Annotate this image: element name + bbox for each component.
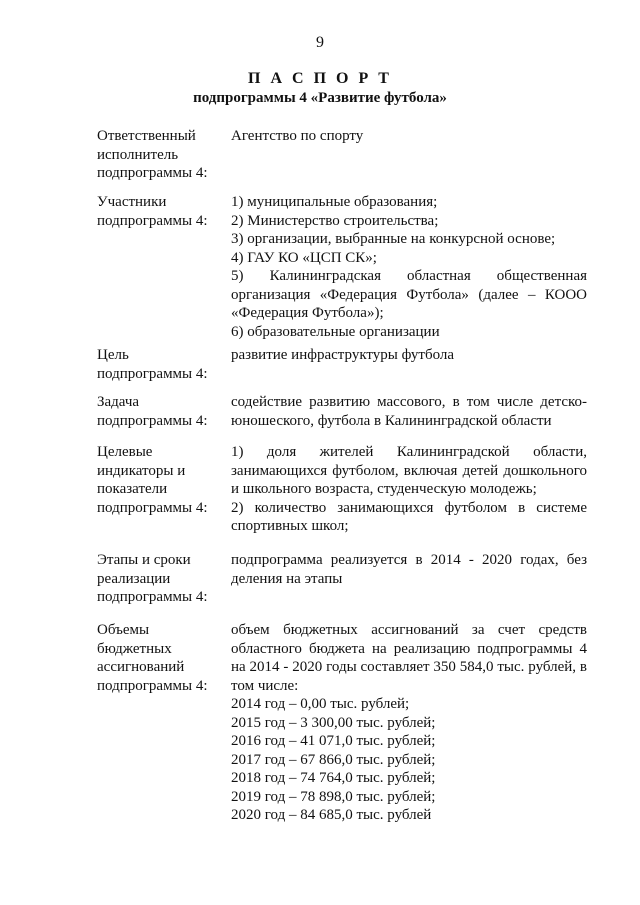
label-line: подпрограммы 4: [97,589,208,605]
label-line: Этапы и сроки [97,552,191,568]
list-item: 1) доля жителей Калининградской области, занимающихся футболом, включая детей дошкольного и школьного возраста, студенческую молодежь; [231,444,587,497]
list-item: 6) образовательные организации [231,323,440,340]
row-label [97,127,227,183]
budget-year-line: 2016 год – 41 071,0 тыс. рублей; [231,733,436,749]
label-line: бюджетных [97,640,172,657]
label-line: подпрограммы 4: [97,499,208,516]
row-value [231,621,587,825]
row-value [231,193,587,341]
label-line: подпрограммы 4: [97,365,208,382]
budget-year-line: 2015 год – 3 300,00 тыс. рублей; [231,714,436,731]
label-line: подпрограммы 4: [97,677,208,694]
value-text: подпрограмма реализуется в 2014 - 2020 годах, без деления на этапы [231,552,587,587]
row-label [97,393,227,430]
label-line: подпрограммы 4: [97,212,208,229]
label-line: Задача [97,394,140,410]
value-text: содействие развитию массового, в том числе детско-юношеского, футбола в Калининградской области [231,394,587,429]
row-label [97,551,227,607]
value-text: Агентство по спорту [231,128,364,144]
row-value [231,393,587,430]
row-label [97,621,227,695]
row-value [231,551,587,588]
page-number: 9 [316,34,324,51]
label-line: индикаторы и [97,462,186,479]
label-line: реализации [97,570,171,587]
label-line: показатели [97,481,168,497]
label-line: Объемы [97,622,150,638]
list-item: 1) муниципальные образования; [231,194,438,210]
row-value [231,127,587,146]
list-item: 5) Калининградская областная общественная организация «Федерация Футбола» (далее – КООО «Федерация Футбола»); [231,268,587,321]
label-line: подпрограммы 4: [97,412,208,429]
row-label [97,443,227,517]
list-item: 3) организации, выбранные на конкурсной основе; [231,231,556,247]
row-value [231,443,587,536]
label-line: исполнитель [97,146,179,163]
label-line: Ответственный [97,128,196,144]
label-line: подпрограммы 4: [97,165,208,181]
budget-year-line: 2018 год – 74 764,0 тыс. рублей; [231,770,436,786]
budget-year-line: 2014 год – 0,00 тыс. рублей; [231,696,410,712]
list-item: 4) ГАУ КО «ЦСП СК»; [231,249,377,266]
budget-year-line: 2019 год – 78 898,0 тыс. рублей; [231,788,436,805]
row-value [231,346,587,365]
label-line: Целевые [97,444,153,460]
label-line: ассигнований [97,659,185,675]
document-subtitle: подпрограммы 4 «Развитие футбола» [193,90,447,106]
label-line: Цель [97,347,129,363]
label-line: Участники [97,194,167,210]
row-label [97,193,227,230]
row-label [97,346,227,383]
value-text: объем бюджетных ассигнований за счет средств областного бюджета на реализацию подпрограммы 4 на 2014 - 2020 годы составляет 350 584,0 тыс. рублей, в том числе: [231,622,587,694]
value-text: развитие инфраструктуры футбола [231,347,455,363]
document-title: П А С П О Р Т [248,70,392,87]
list-item: 2) Министерство строительства; [231,212,439,229]
budget-year-line: 2020 год – 84 685,0 тыс. рублей [231,807,432,823]
budget-year-line: 2017 год – 67 866,0 тыс. рублей; [231,751,436,768]
list-item: 2) количество занимающихся футболом в системе спортивных школ; [231,499,587,534]
